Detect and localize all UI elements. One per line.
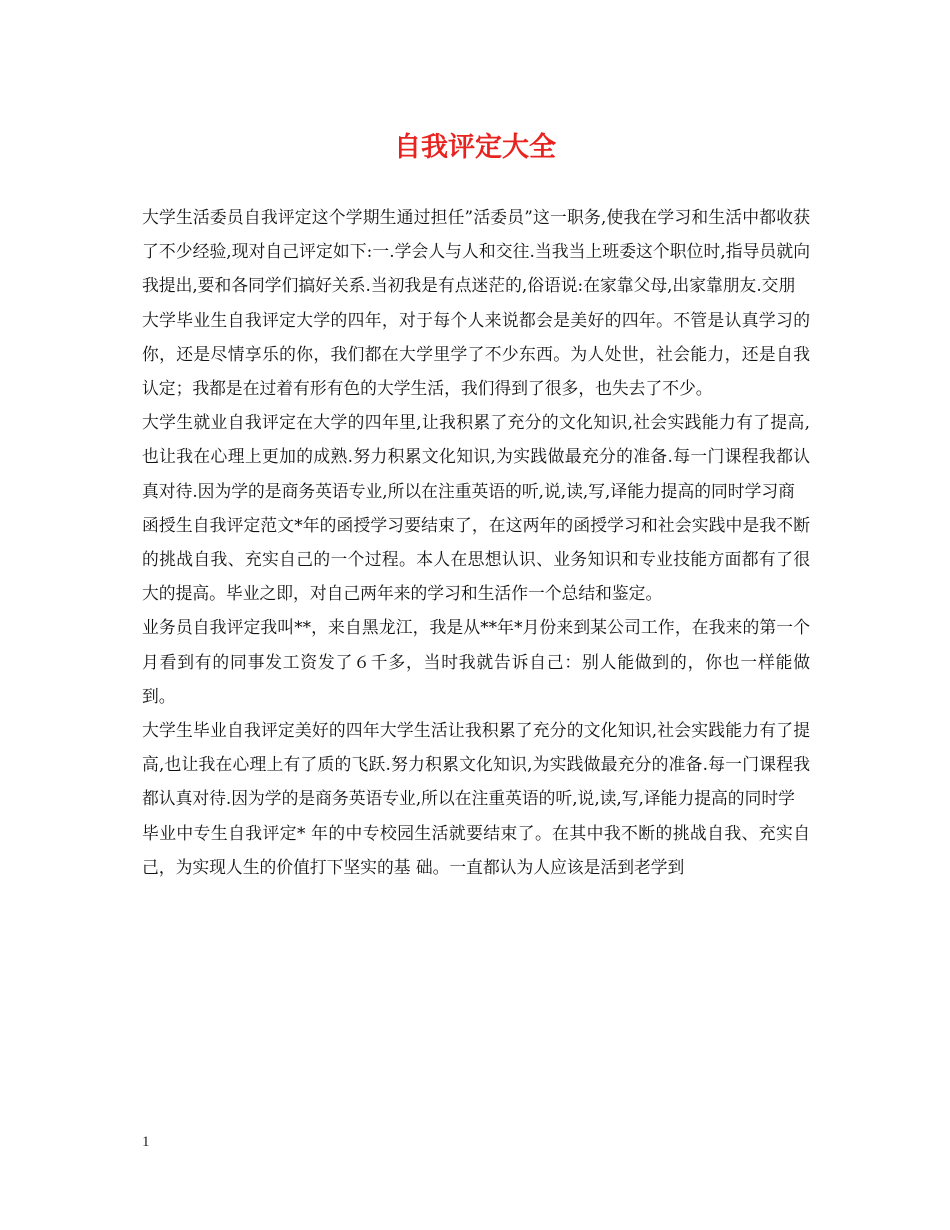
document-body (142, 200, 810, 884)
paragraph: 毕业中专生自我评定* 年的中专校园生活就要结束了。在其中我不断的挑战自我、充实自己，为实现人生的价值打下坚实的基 础。一直都认为人应该是活到老学到 (142, 822, 810, 877)
document-title: 自我评定大全 (394, 132, 556, 163)
page-number: 1 (142, 1134, 150, 1150)
paragraph: 大学生活委员自我评定这个学期生通过担任”活委员”这一职务,使我在学习和生活中都收获了不少经验,现对自己评定如下:一.学会人与人和交往.当我当上班委这个职位时,指导员就向我提出,要和各同学们搞好关系.当初我是有点迷茫的,俗语说:在家靠父母,出家靠朋友.交朋 (142, 207, 810, 296)
paragraph: 业务员自我评定我叫**，来自黑龙江，我是从**年*月份来到某公司工作，在我来的第一个月看到有的同事发工资发了６千多，当时我就告诉自己：别人能做到的，你也一样能做到。 (142, 617, 810, 706)
paragraph: 函授生自我评定范文*年的函授学习要结束了，在这两年的函授学习和社会实践中是我不断的挑战自我、充实自己的一个过程。本人在思想认识、业务知识和专业技能方面都有了很大的提高。毕业之即，对自己两年来的学习和生活作一个总结和鉴定。 (142, 514, 810, 604)
paragraph: 大学生毕业自我评定美好的四年大学生活让我积累了充分的文化知识,社会实践能力有了提高,也让我在心理上有了质的飞跃.努力积累文化知识,为实践做最充分的准备.每一门课程我都认真对待.因为学的是商务英语专业,所以在注重英语的听,说,读,写,译能力提高的同时学 (142, 720, 810, 809)
paragraph: 大学毕业生自我评定大学的四年，对于每个人来说都会是美好的四年。不管是认真学习的你，还是尽情享乐的你，我们都在大学里学了不少东西。为人处世，社会能力，还是自我认定；我都是在过着有形有色的大学生活，我们得到了很多，也失去了不少。 (142, 309, 810, 399)
paragraph: 大学生就业自我评定在大学的四年里,让我积累了充分的文化知识,社会实践能力有了提高,也让我在心理上更加的成熟.努力积累文化知识,为实践做最充分的准备.每一门课程我都认真对待.因为学的是商务英语专业,所以在注重英语的听,说,读,写,译能力提高的同时学习商 (142, 412, 810, 501)
